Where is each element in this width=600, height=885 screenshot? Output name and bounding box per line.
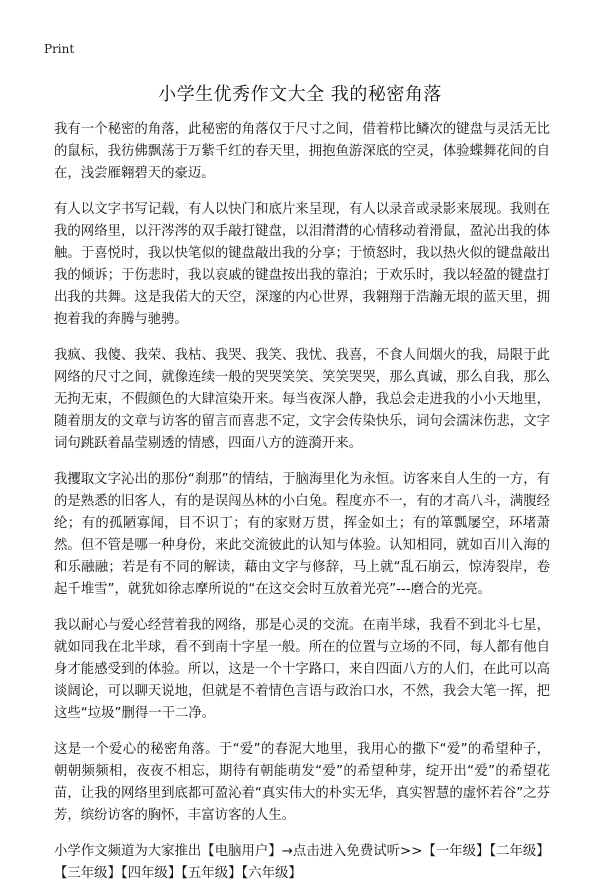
bracket-open: 【 — [54, 866, 68, 881]
bracket-close: 】 — [228, 866, 242, 881]
bracket-open: 【 — [422, 844, 436, 859]
bracket-close: 】 — [167, 866, 182, 881]
paragraph-4: 我攫取文字沁出的那份“刹那”的情结，于脑海里化为永恒。访客来自人生的一方，有的是熟悉的旧客人，有的是误闯丛林的小白兔。程度亦不一，有的才高八斗，满腹经纶；有的孤陋寡闻，目不识丁；有的家财万贯，挥金如土；有的箪瓢屡空，环堵萧然。但不管是哪一种身份，来此交流彼此的认知与体验。认知相同，就如百川入海的和乐融融；若是有不同的解读，藉由文字与修辞，马上就“乱石崩云，惊涛裂岸，卷起千堆雪”，就犹如徐志摩所说的“在这交会时互放着光亮”---磨合的光亮。 — [54, 472, 550, 597]
bracket-close: 】 — [268, 844, 282, 859]
grade-3-link[interactable]: 三年级 — [67, 866, 108, 881]
article-body — [54, 119, 550, 885]
paragraph-5: 我以耐心与爱心经营着我的网络，那是心灵的交流。在南半球，我看不到北斗七星，就如同我在北半球，看不到南十字星一般。所在的位置与立场的不同，每人都有他自身才能感受到的体验。所以，这是一个十字路口，来自四面八方的人们，在此可以高谈阔论，可以聊天说地，但就是不着情色言语与政治口水，不然，我会大笔一挥，把这些“垃圾”删得一干二净。 — [54, 618, 550, 721]
paragraph-3: 我疯、我傻、我荣、我枯、我哭、我笑、我忧、我喜，不食人间烟火的我，局限于此网络的尺寸之间，就像连续一般的哭哭笑笑、笑笑哭哭，那么真诚，那么自我，那么无拘无束，不假颜色的大肆渲染开来。每当夜深人静，我总会走进我的小小天地里，随着朋友的文章与访客的留言而喜悲不定，文字会传染快乐，词句会濡沫伤悲，文字词句跳跃着晶莹剔透的情感，四面八方的涟漪开来。 — [54, 348, 550, 451]
bracket-close: 】 — [107, 866, 121, 881]
bracket-close: 】 — [476, 844, 490, 859]
bracket-open: 【 — [241, 866, 249, 881]
paragraph-6: 这是一个爱心的秘密角落。于“爱”的春泥大地里，我用心的撒下“爱”的希望种子，朝朝频频相，夜夜不相忘，期待有朝能萌发“爱”的希望种芽，绽开出“爱”的希望花苗，让我的网络里到底都可盈沁着“真实伟大的朴实无华，真实智慧的虚怀若谷”之芬芳，缤纷访客的胸怀，丰富访客的人生。 — [54, 742, 550, 823]
bracket-open: 【 — [181, 866, 188, 881]
print-link[interactable]: Print — [44, 42, 75, 56]
computer-users-link[interactable]: 电脑用户 — [214, 844, 269, 859]
footer-promo — [54, 841, 550, 885]
footer-intro: 小学作文频道为大家推出 — [54, 844, 202, 859]
paragraph-2: 有人以文字书写记载，有人以快门和底片来呈现，有人以录音或录影来展现。我则在我的网络里，以汗涔涔的双手敲打键盘，以泪潸潸的心情移动着滑鼠，盈沁出我的体触。于喜悦时，我以快笔似的键盘敲出我的分享；于愤怒时，我以热火似的键盘敲出我的倾诉；于伤悲时，我以哀戚的键盘按出我的靠泊；于欢乐时，我以轻盈的键盘打出我的共舞。这是我偌大的天空，深邃的内心世界，我翱翔于浩瀚无垠的蓝天里，拥抱着我的奔腾与驰骋。 — [54, 202, 550, 327]
article-title: 小学生优秀作文大全 我的秘密角落 — [158, 84, 442, 105]
bracket-open: 【 — [120, 866, 128, 881]
grade-6-link[interactable]: 六年级 — [248, 866, 289, 881]
grade-4-link[interactable]: 四年级 — [127, 866, 168, 881]
paragraph-1: 我有一个秘密的角落，此秘密的角落仅于尺寸之间，借着栉比鳞次的键盘与灵活无比的鼠标，我彷佛飘荡于万紫千红的春天里，拥抱鱼游深底的空灵，体验蝶舞花间的自在，浅尝雁翱碧天的豪迈。 — [54, 122, 550, 181]
bracket-close: 】 — [288, 866, 302, 881]
grade-2-link[interactable]: 二年级 — [496, 844, 537, 859]
bracket-open: 【 — [201, 844, 215, 859]
bracket-close: 】 — [536, 844, 550, 859]
free-trial-link[interactable]: →点击进入免费试听>> — [281, 844, 423, 859]
grade-1-link[interactable]: 一年级 — [435, 844, 476, 859]
bracket-open: 【 — [489, 844, 497, 859]
grade-5-link[interactable]: 五年级 — [187, 866, 229, 881]
